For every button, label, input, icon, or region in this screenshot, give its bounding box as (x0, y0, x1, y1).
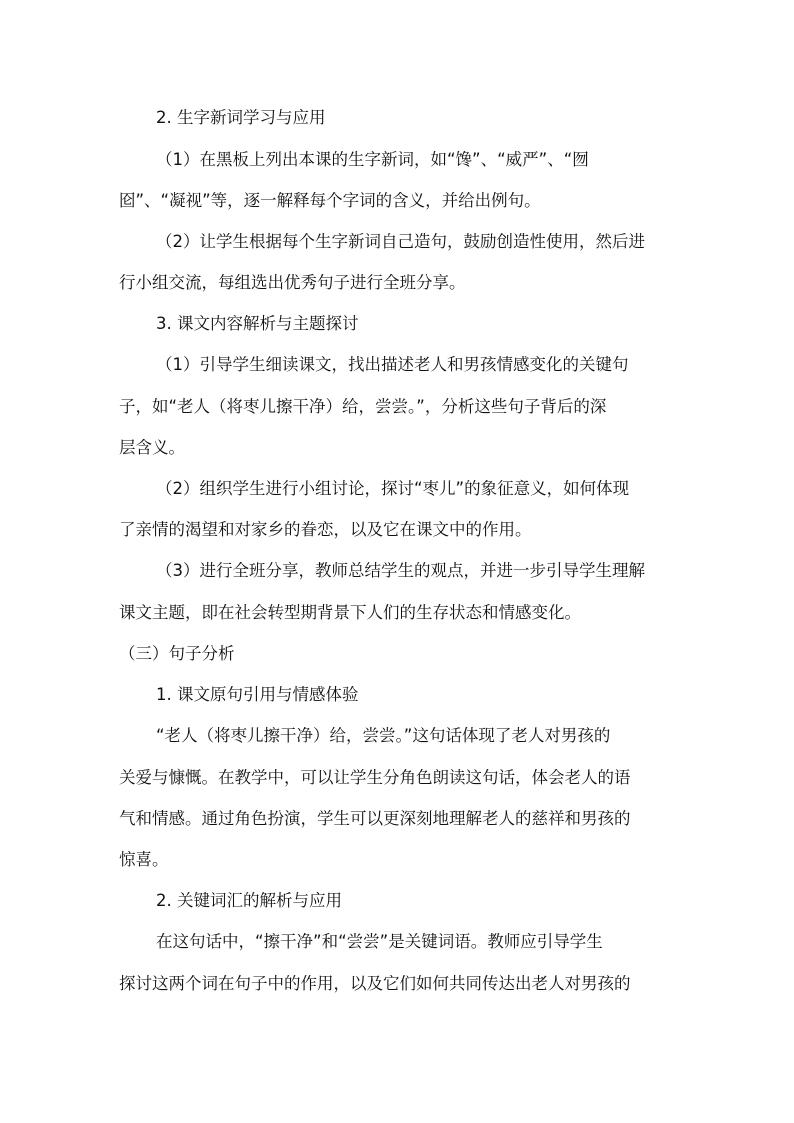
text-line: 惊喜。 (119, 850, 169, 869)
text-line: 1. 课文原句引用与情感体验 (156, 685, 359, 704)
heading-text-analysis (119, 314, 680, 334)
text-line: （三）句子分析 (119, 644, 235, 663)
text-line: 探讨这两个词在句子中的作用，以及它们如何共同传达出老人对男孩的 (119, 974, 631, 993)
text-line: 行小组交流，每组选出优秀句子进行全班分享。 (119, 273, 466, 292)
heading-vocabulary-learning (119, 108, 680, 128)
text-line: 层含义。 (119, 438, 185, 457)
paragraph-vocabulary-2 (119, 232, 680, 293)
text-line: 2. 生字新词学习与应用 (156, 108, 326, 127)
text-line: 囵”、“凝视”等，逐一解释每个字词的含义，并给出例句。 (119, 191, 541, 210)
text-line: 2. 关键词汇的解析与应用 (156, 891, 342, 910)
text-line: 关爱与慷慨。在教学中，可以让学生分角色朗读这句话，体会老人的语 (119, 768, 631, 787)
text-line: （2）组织学生进行小组讨论，探讨“枣儿”的象征意义，如何体现 (156, 479, 630, 498)
text-line: 子，如“老人（将枣儿擦干净）给，尝尝。”，分析这些句子背后的深 (119, 397, 607, 416)
text-line: 气和情感。通过角色扮演，学生可以更深刻地理解老人的慈祥和男孩的 (119, 809, 631, 828)
text-line: （2）让学生根据每个生字新词自己造句，鼓励创造性使用，然后进 (156, 232, 645, 251)
text-line: 了亲情的渴望和对家乡的眷恋，以及它在课文中的作用。 (119, 520, 532, 539)
text-line: （1）引导学生细读课文，找出描述老人和男孩情感变化的关键句 (156, 355, 629, 374)
text-line: 3. 课文内容解析与主题探讨 (156, 314, 359, 333)
section-heading-sentence-analysis (119, 644, 680, 664)
text-line: （3）进行全班分享，教师总结学生的观点，并进一步引导学生理解 (156, 561, 645, 580)
text-line: “老人（将枣儿擦干净）给，尝尝。”这句话体现了老人对男孩的 (156, 726, 611, 745)
heading-quote-experience (119, 685, 680, 705)
paragraph-analysis-3 (119, 561, 680, 623)
text-line: 课文主题，即在社会转型期背景下人们的生存状态和情感变化。 (119, 603, 581, 622)
paragraph-analysis-2 (119, 479, 680, 540)
paragraph-quote (119, 726, 680, 870)
paragraph-keywords (119, 932, 680, 994)
paragraph-analysis-1 (119, 355, 680, 458)
heading-keywords (119, 891, 680, 911)
paragraph-vocabulary-1 (119, 150, 680, 211)
text-line: （1）在黑板上列出本课的生字新词，如“馋”、“威严”、“囫 (156, 150, 589, 169)
text-line: 在这句话中，“擦干净”和“尝尝”是关键词语。教师应引导学生 (156, 932, 603, 951)
